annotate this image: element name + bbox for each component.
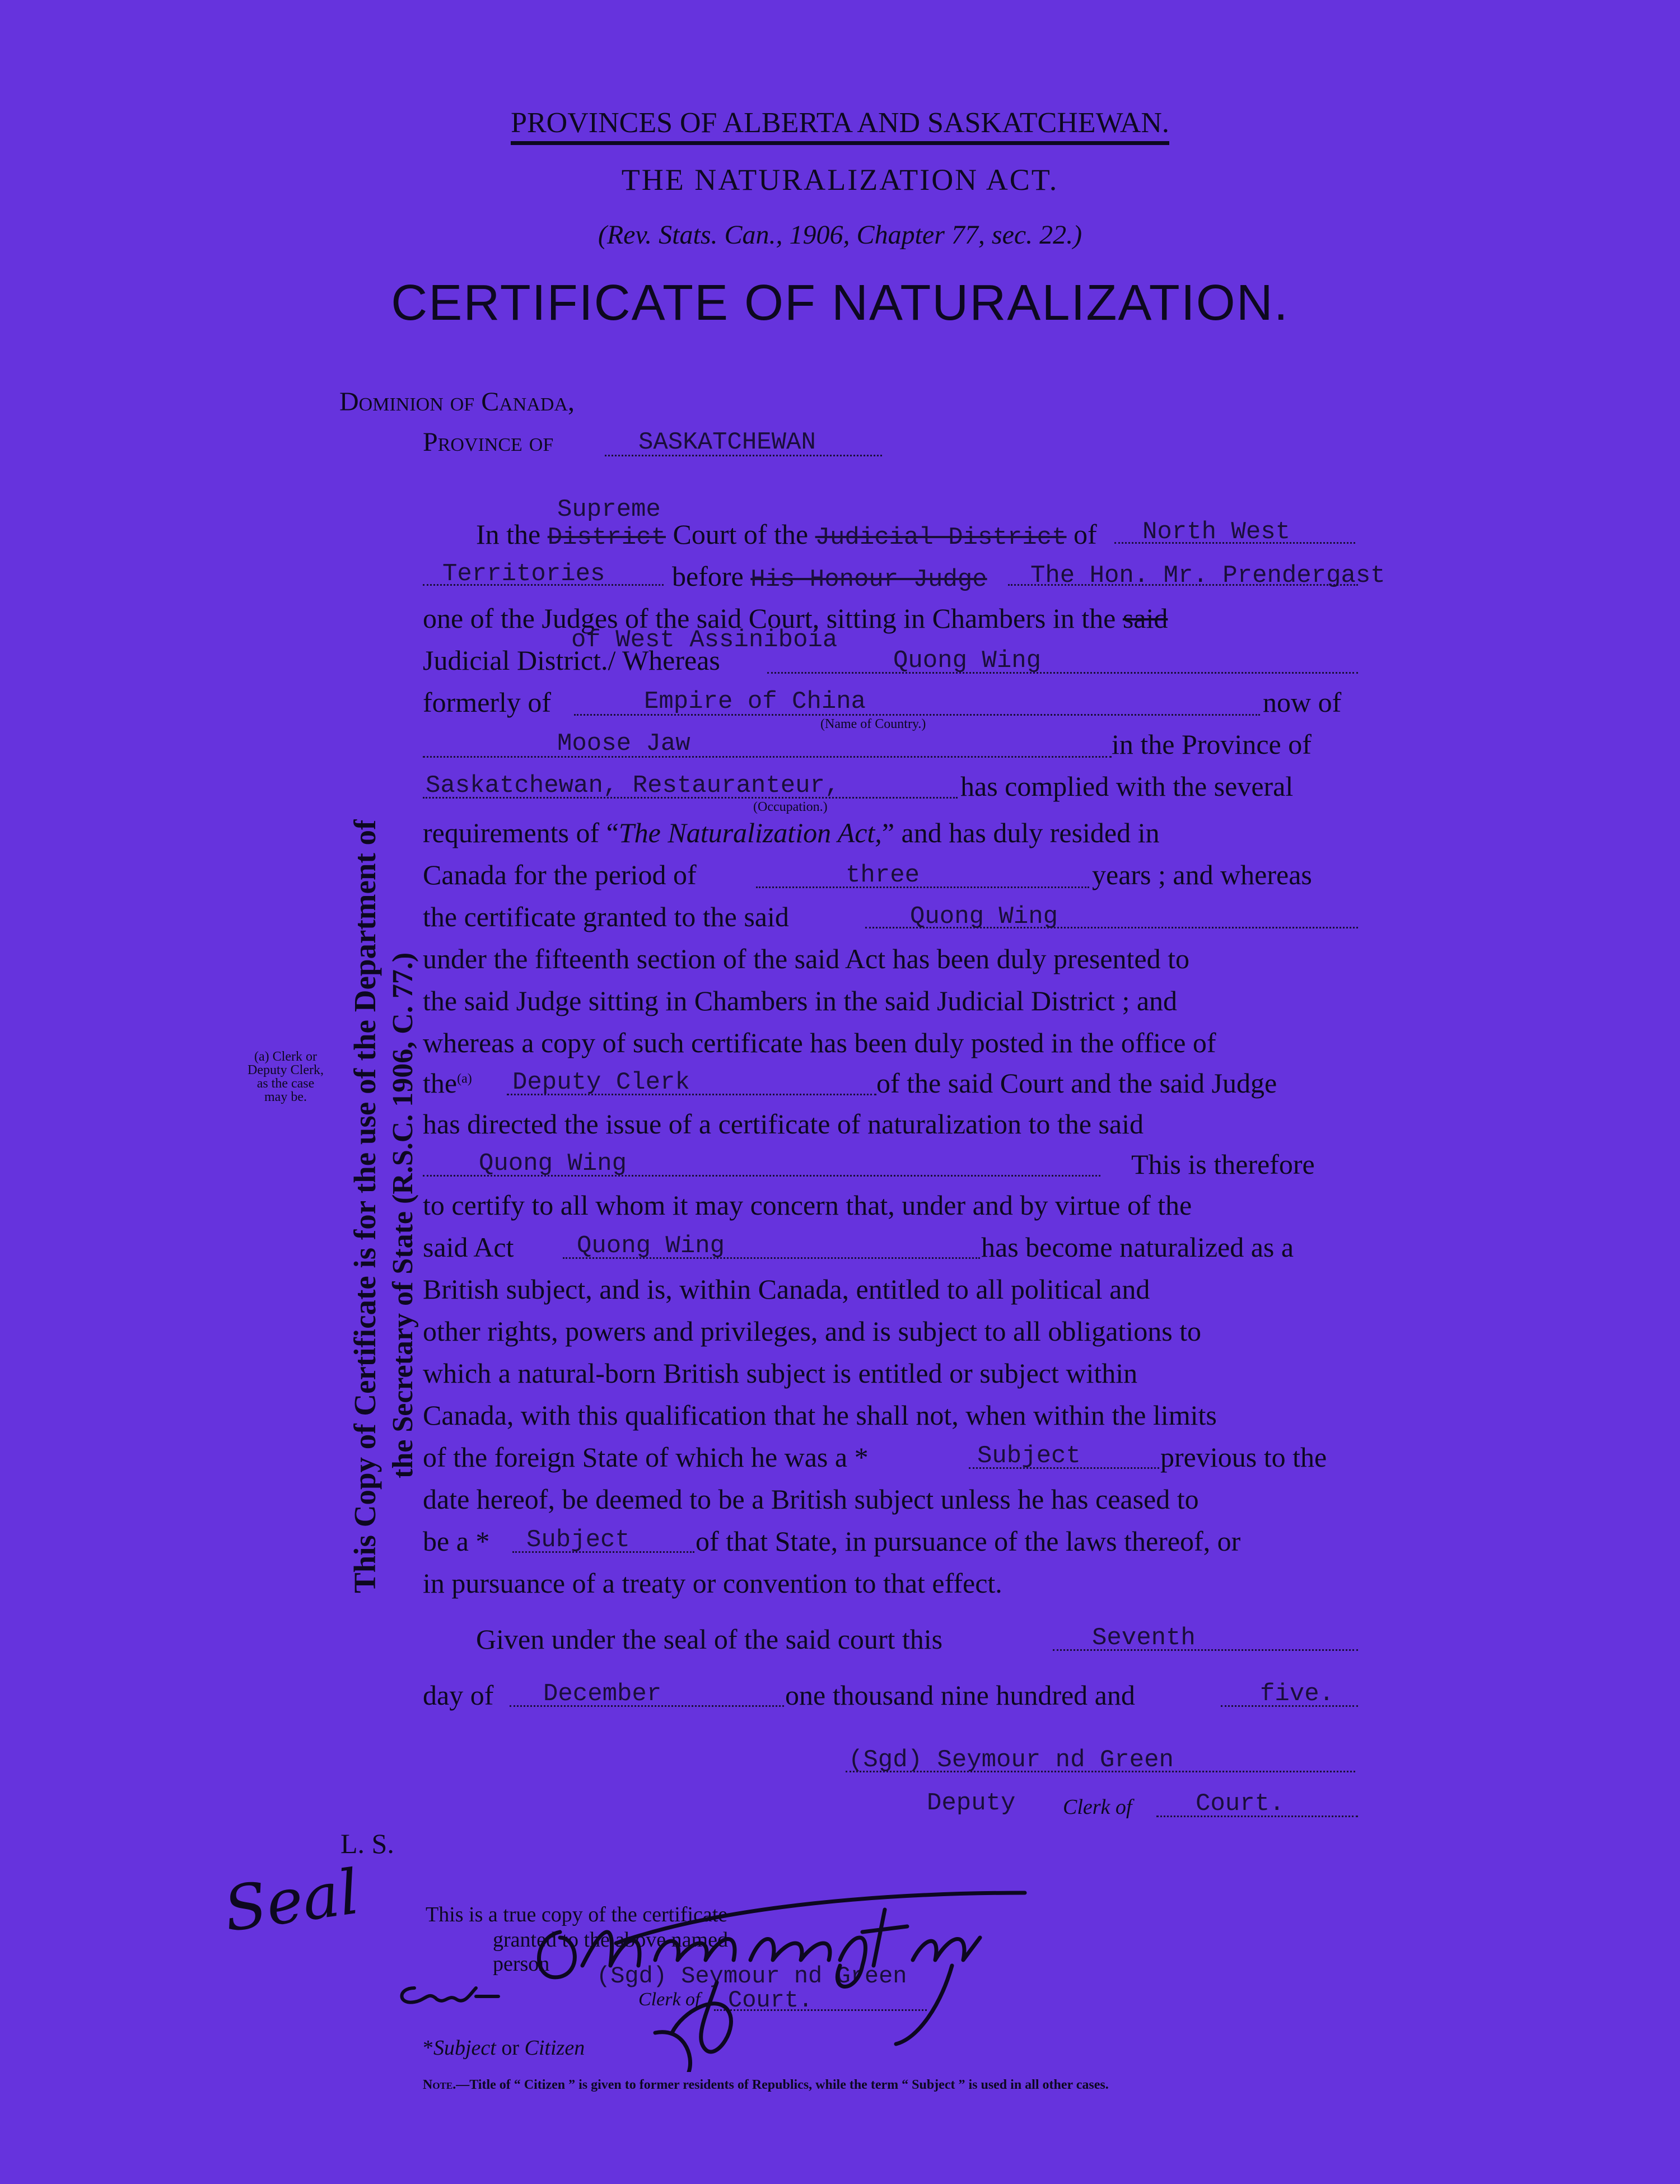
body-line-18-b: has become naturalized as a bbox=[981, 1231, 1294, 1263]
body-line-10: the certificate granted to the said bbox=[423, 901, 789, 932]
fill-territories: Territories bbox=[442, 560, 605, 588]
fill-occupation: Saskatchewan, Restauranteur, bbox=[426, 772, 840, 800]
body-line-24: date hereof, be deemed to be a British subject unless he has ceased to bbox=[423, 1483, 1199, 1515]
fill-town: Moose Jaw bbox=[557, 730, 690, 758]
dots-l4 bbox=[767, 672, 1358, 674]
fill-country: Empire of China bbox=[644, 688, 866, 716]
fill-name-2: Quong Wing bbox=[910, 903, 1058, 931]
insert-west-assiniboia: of West Assiniboia bbox=[571, 626, 838, 654]
true-copy-sgd: (Sgd) Seymour nd Green bbox=[596, 1963, 907, 1990]
body-line-9-a: Canada for the period of bbox=[423, 859, 697, 890]
fill-north-west: North West bbox=[1142, 518, 1291, 546]
act-heading: THE NATURALIZATION ACT. bbox=[621, 163, 1059, 197]
body-line-23-b: previous to the bbox=[1160, 1441, 1327, 1473]
body-line-9-b: years ; and whereas bbox=[1092, 859, 1312, 890]
fill-clerk: Deputy Clerk bbox=[512, 1068, 690, 1096]
body-line-25-b: of that State, in pursuance of the laws thereof, or bbox=[696, 1525, 1241, 1557]
true-copy-line-2: granted to the above named bbox=[493, 1928, 728, 1952]
province-value: SASKATCHEWAN bbox=[638, 428, 816, 456]
body-line-18-a: said Act bbox=[423, 1231, 514, 1263]
certificate-title: CERTIFICATE OF NATURALIZATION. bbox=[391, 275, 1289, 331]
seal-handwriting: Seal bbox=[220, 1855, 363, 1946]
body-line-8: requirements of “The Naturalization Act,” and has duly resided in bbox=[423, 817, 1160, 848]
act-citation: (Rev. Stats. Can., 1906, Chapter 77, sec. 22.) bbox=[598, 220, 1082, 250]
ls-mark: L. S. bbox=[340, 1828, 394, 1859]
body-line-19: British subject, and is, within Canada, entitled to all political and bbox=[423, 1273, 1150, 1305]
true-copy-line-3: person bbox=[493, 1952, 550, 1976]
side-note-line2: the Secretary of State (R.S.C. 1906, C. 77.) bbox=[387, 952, 419, 1478]
signature-sgd: (Sgd) Seymour nd Green bbox=[848, 1746, 1174, 1774]
fill-name-3: Quong Wing bbox=[479, 1150, 627, 1178]
true-copy-clerk-label: Clerk of bbox=[638, 1989, 701, 2010]
body-line-3: one of the Judges of the said Court, sitting in Chambers in the said bbox=[423, 603, 1168, 634]
body-line-14-b: of the said Court and the said Judge bbox=[876, 1067, 1277, 1099]
fill-subject-1: Subject bbox=[977, 1442, 1081, 1470]
body-line-6: in the Province of bbox=[1112, 729, 1312, 760]
fill-name-4: Quong Wing bbox=[577, 1232, 725, 1260]
dominion-label: Dominion of Canada, bbox=[339, 387, 575, 417]
signature-clerk-label: Clerk of bbox=[1063, 1795, 1132, 1819]
true-copy-court: Court. bbox=[728, 1987, 813, 2014]
body-line-20: other rights, powers and privileges, and is subject to all obligations to bbox=[423, 1315, 1202, 1347]
fill-period: three bbox=[846, 861, 920, 889]
body-line-25-a: be a * bbox=[423, 1525, 490, 1557]
body-line-26: in pursuance of a treaty or convention to that effect. bbox=[423, 1567, 1002, 1599]
body-line-17: to certify to all whom it may concern that, under and by virtue of the bbox=[423, 1189, 1192, 1221]
body-line-4: Judicial District./ Whereas bbox=[423, 645, 720, 676]
body-line-5-a: formerly of bbox=[423, 687, 552, 718]
margin-note: (a) Clerk or Deputy Clerk, as the case may be. bbox=[248, 1049, 324, 1104]
dots-l6 bbox=[423, 756, 1112, 758]
true-copy-line-1: This is a true copy of the certificate bbox=[426, 1903, 728, 1926]
province-label: Province of bbox=[423, 427, 554, 457]
body-line-28-a: day of bbox=[423, 1679, 494, 1711]
body-line-22: Canada, with this qualification that he shall not, when within the limits bbox=[423, 1399, 1217, 1431]
fill-month: December bbox=[543, 1680, 662, 1708]
body-line-23-a: of the foreign State of which he was a * bbox=[423, 1441, 869, 1473]
fill-name-1: Quong Wing bbox=[893, 647, 1042, 675]
caption-country: (Name of Country.) bbox=[820, 717, 926, 731]
dots-l9 bbox=[756, 886, 1089, 888]
insert-supreme: Supreme bbox=[557, 496, 661, 524]
body-line-5-b: now of bbox=[1263, 687, 1342, 718]
body-line-14-a: the$^{(a)}$ bbox=[423, 1067, 472, 1099]
fill-year: five. bbox=[1260, 1680, 1334, 1708]
body-line-12: the said Judge sitting in Chambers in the said Judicial District ; and bbox=[423, 985, 1178, 1016]
body-line-27: Given under the seal of the said court this bbox=[476, 1623, 943, 1655]
footer-note: Note.—Title of “ Citizen ” is given to former residents of Republics, while the term “ Subject ” is used in all other cases. bbox=[423, 2078, 1109, 2092]
fill-subject-2: Subject bbox=[526, 1526, 630, 1554]
fill-day: Seventh bbox=[1092, 1624, 1196, 1652]
initials-scribble-icon bbox=[392, 1971, 515, 2016]
body-line-7: has complied with the several bbox=[960, 771, 1294, 802]
body-line-28-b: one thousand nine hundred and bbox=[785, 1679, 1135, 1711]
fill-judge-name: The Hon. Mr. Prendergast bbox=[1030, 562, 1385, 590]
body-line-1: In the District Court of the Judicial District of bbox=[476, 519, 1097, 552]
provinces-heading: PROVINCES OF ALBERTA AND SASKATCHEWAN. bbox=[0, 106, 1680, 139]
body-line-11: under the fifteenth section of the said Act has been duly presented to bbox=[423, 943, 1190, 974]
signature-court: Court. bbox=[1196, 1790, 1285, 1818]
body-line-13: whereas a copy of such certificate has been duly posted in the office of bbox=[423, 1027, 1216, 1058]
signature-deputy: Deputy bbox=[927, 1789, 1016, 1817]
body-line-15: has directed the issue of a certificate of naturalization to the said bbox=[423, 1108, 1144, 1140]
caption-occupation: (Occupation.) bbox=[753, 800, 828, 814]
body-line-16: This is therefore bbox=[1131, 1149, 1315, 1180]
side-note-line1: This Copy of Certificate is for the use of the Department of bbox=[348, 819, 382, 1593]
footnote-subject-citizen: *Subject or Citizen bbox=[423, 2036, 585, 2060]
body-line-21: which a natural-born British subject is entitled or subject within bbox=[423, 1357, 1138, 1389]
body-line-2: before His Honour Judge bbox=[672, 561, 987, 594]
